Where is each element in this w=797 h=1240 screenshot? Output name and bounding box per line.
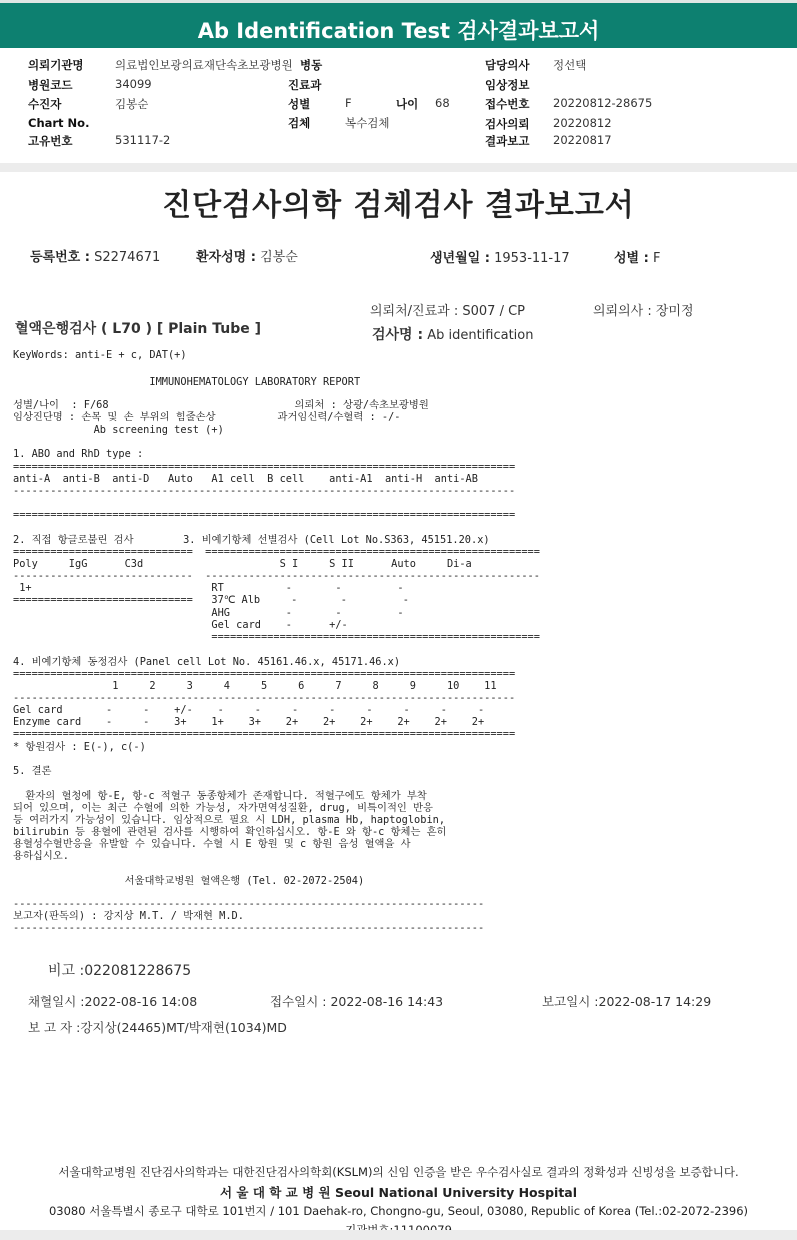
header-value-patient: 김봉순 bbox=[115, 97, 149, 111]
remark-value: 022081228675 bbox=[84, 963, 192, 979]
report-line: ----------------------------- ------------------------------------------------------ bbox=[13, 570, 540, 582]
header-label-unique-no: 고유번호 bbox=[28, 134, 73, 148]
patient-name-label: 환자성명 : bbox=[196, 250, 256, 265]
remark-label: 비고 : bbox=[48, 963, 85, 979]
header-label-specimen: 검체 bbox=[288, 116, 311, 130]
report-line: KeyWords: anti-E + c, DAT(+) bbox=[13, 349, 187, 361]
header-label-clinical-info: 임상정보 bbox=[485, 78, 530, 92]
report-title: 진단검사의학 검체검사 결과보고서 bbox=[162, 188, 635, 223]
report-header-bar bbox=[0, 0, 797, 48]
header-value-request-date: 20220812 bbox=[553, 116, 612, 130]
exam-label: 검사명 : bbox=[372, 327, 424, 343]
collect-value: 2022-08-16 14:08 bbox=[84, 994, 198, 1009]
reg-value: S2274671 bbox=[94, 250, 161, 265]
report-line: ================================================================================= bbox=[13, 461, 516, 473]
report-line: ================================================================================= bbox=[13, 668, 516, 680]
report-line: --------------------------------------------------------------------------------- bbox=[13, 485, 516, 497]
header-label-ward: 병동 bbox=[300, 58, 323, 72]
header-value-report-date: 20220817 bbox=[553, 133, 612, 147]
header-label-dept: 진료과 bbox=[288, 78, 322, 92]
report-line: ---------------------------------------------------------------------------- bbox=[13, 898, 485, 910]
header-value-hospital-code: 34099 bbox=[115, 77, 152, 91]
report-line: 되어 있으며, 이는 최근 수혈에 의한 가능성, 자가면역성질환, drug, 비특이적인 반응 bbox=[13, 802, 433, 814]
report-line: Ab screening test (+) bbox=[13, 424, 224, 436]
report-line: --------------------------------------------------------------------------------- bbox=[13, 692, 516, 704]
report-line: 1. ABO and RhD type : bbox=[13, 448, 144, 460]
report-line: 등 여러가지 가능성이 있습니다. 임상적으로 필요 시 LDH, plasma Hb, haptoglobin, bbox=[13, 814, 446, 826]
receipt-time-label: 접수일시 : bbox=[270, 994, 327, 1009]
report-line: 1+ RT - - - bbox=[13, 582, 404, 594]
report-line: Enzyme card - - 3+ 1+ 3+ 2+ 2+ 2+ 2+ 2+ 2+ bbox=[13, 716, 485, 728]
header-label-report-date: 결과보고 bbox=[485, 134, 530, 148]
header-label-doctor: 담당의사 bbox=[485, 58, 530, 72]
header-label-sex: 성별 bbox=[288, 97, 311, 111]
patient-name-value: 김봉순 bbox=[260, 250, 298, 265]
test-name: 혈액은행검사 ( L70 ) [ Plain Tube ] bbox=[15, 321, 262, 337]
certification-text: 서울대학교병원 진단검사의학과는 대한진단검사의학회(KSLM)의 신임 인증을 받은 우수검사실로 결과의 정확성과 신빙성을 보증합니다. bbox=[58, 1165, 739, 1179]
header-value-unique-no: 531117-2 bbox=[115, 133, 171, 147]
sex-label: 성별 : bbox=[614, 251, 649, 266]
reporter-label: 보 고 자 : bbox=[28, 1020, 81, 1035]
report-line: AHG - - - bbox=[13, 607, 404, 619]
report-line: ================================================================================= bbox=[13, 728, 516, 740]
report-line: ============================= ====================================================== bbox=[13, 546, 540, 558]
report-line: 용혈성수혈반응을 유발할 수 있습니다. 수혈 시 E 항원 및 c 항원 음성 혈액을 사 bbox=[13, 838, 411, 850]
collect-label: 채혈일시 : bbox=[28, 994, 85, 1009]
receipt-time-value: 2022-08-16 14:43 bbox=[330, 994, 444, 1009]
bottom-band bbox=[0, 1230, 797, 1240]
report-line: 서울대학교병원 혈액은행 (Tel. 02-2072-2504) bbox=[13, 875, 365, 887]
report-time-label: 보고일시 : bbox=[542, 994, 599, 1009]
doctor-line: 의뢰의사 : 장미정 bbox=[593, 304, 694, 319]
exam-value: Ab identification bbox=[427, 328, 534, 343]
header-label-receipt-no: 접수번호 bbox=[485, 97, 530, 111]
report-line: IMMUNOHEMATOLOGY LABORATORY REPORT bbox=[13, 376, 361, 388]
report-line: 4. 비예기항체 동정검사 (Panel cell Lot No. 45161.46.x, 45171.46.x) bbox=[13, 656, 401, 668]
report-line: ================================================================================= bbox=[13, 509, 516, 521]
header-value-doctor: 정선택 bbox=[553, 58, 587, 72]
header-value-receipt-no: 20220812-28675 bbox=[553, 96, 653, 110]
section-divider bbox=[0, 163, 797, 172]
report-line: ---------------------------------------------------------------------------- bbox=[13, 922, 485, 934]
report-line: 1 2 3 4 5 6 7 8 9 10 11 bbox=[13, 680, 497, 692]
reporter-value: 강지상(24465)MT/박재현(1034)MD bbox=[80, 1020, 287, 1035]
report-line: Gel card - +/- bbox=[13, 619, 348, 631]
report-line: anti-A anti-B anti-D Auto A1 cell B cell anti-A1 anti-H anti-AB bbox=[13, 473, 478, 485]
header-value-institution: 의료법인보광의료재단속초보광병원 bbox=[115, 58, 293, 72]
header-label-age: 나이 bbox=[396, 97, 419, 111]
report-time-value: 2022-08-17 14:29 bbox=[598, 994, 712, 1009]
sex-value: F bbox=[652, 251, 661, 266]
header-label-institution: 의뢰기관명 bbox=[28, 58, 84, 72]
report-line: 2. 직접 항글로불린 검사 3. 비예기항체 선별검사 (Cell Lot No.S363, 45151.20.x) bbox=[13, 534, 490, 546]
dept-line: 의뢰처/진료과 : S007 / CP bbox=[370, 304, 525, 319]
reg-label: 등록번호 : bbox=[30, 250, 90, 265]
hospital-name: 서 울 대 학 교 병 원 Seoul National University Hospital bbox=[219, 1185, 578, 1200]
dob-value: 1953-11-17 bbox=[494, 251, 570, 266]
report-line: ===================================================== bbox=[13, 631, 540, 643]
report-line: Gel card - - +/- - - - - - - - - bbox=[13, 704, 485, 716]
report-line: * 항원검사 : E(-), c(-) bbox=[13, 741, 146, 753]
report-line: ============================= 37℃ Alb - - - bbox=[13, 594, 409, 606]
dob-label: 생년월일 : bbox=[430, 251, 490, 266]
report-line: 용하십시오. bbox=[13, 850, 69, 862]
header-value-sex: F bbox=[345, 96, 352, 110]
report-line: bilirubin 등 용혈에 관련된 검사를 시행하여 확인하십시오. 항-E 와 항-c 항체는 흔히 bbox=[13, 826, 447, 838]
report-line: 보고자(판독의) : 강지상 M.T. / 박재현 M.D. bbox=[13, 910, 244, 922]
report-line: 임상진단명 : 손목 및 손 부위의 힘줄손상 과거임신력/수혈력 : -/- bbox=[13, 411, 401, 423]
header-label-request-date: 검사의뢰 bbox=[485, 117, 530, 131]
header-value-age: 68 bbox=[435, 96, 450, 110]
report-line: Poly IgG C3d S I S II Auto Di-a bbox=[13, 558, 472, 570]
header-value-specimen: 복수검체 bbox=[345, 116, 390, 130]
header-label-hospital-code: 병원코드 bbox=[28, 78, 73, 92]
report-line: 5. 결론 bbox=[13, 765, 52, 777]
header-label-chart-no: Chart No. bbox=[28, 116, 90, 130]
header-title: Ab Identification Test 검사결과보고서 bbox=[197, 19, 600, 43]
report-line: 성별/나이 : F/68 의뢰처 : 상광/속초보광병원 bbox=[13, 399, 429, 411]
header-label-patient: 수진자 bbox=[28, 97, 62, 111]
report-line: 환자의 혈청에 항-E, 항-c 적혈구 동종항체가 존재합니다. 적혈구에도 항체가 부착 bbox=[13, 790, 427, 802]
hospital-address: 03080 서울특별시 종로구 대학로 101번지 / 101 Daehak-ro, Chongno-gu, Seoul, 03080, Republic of Korea (Tel.:02-2072-2396) bbox=[48, 1204, 749, 1218]
